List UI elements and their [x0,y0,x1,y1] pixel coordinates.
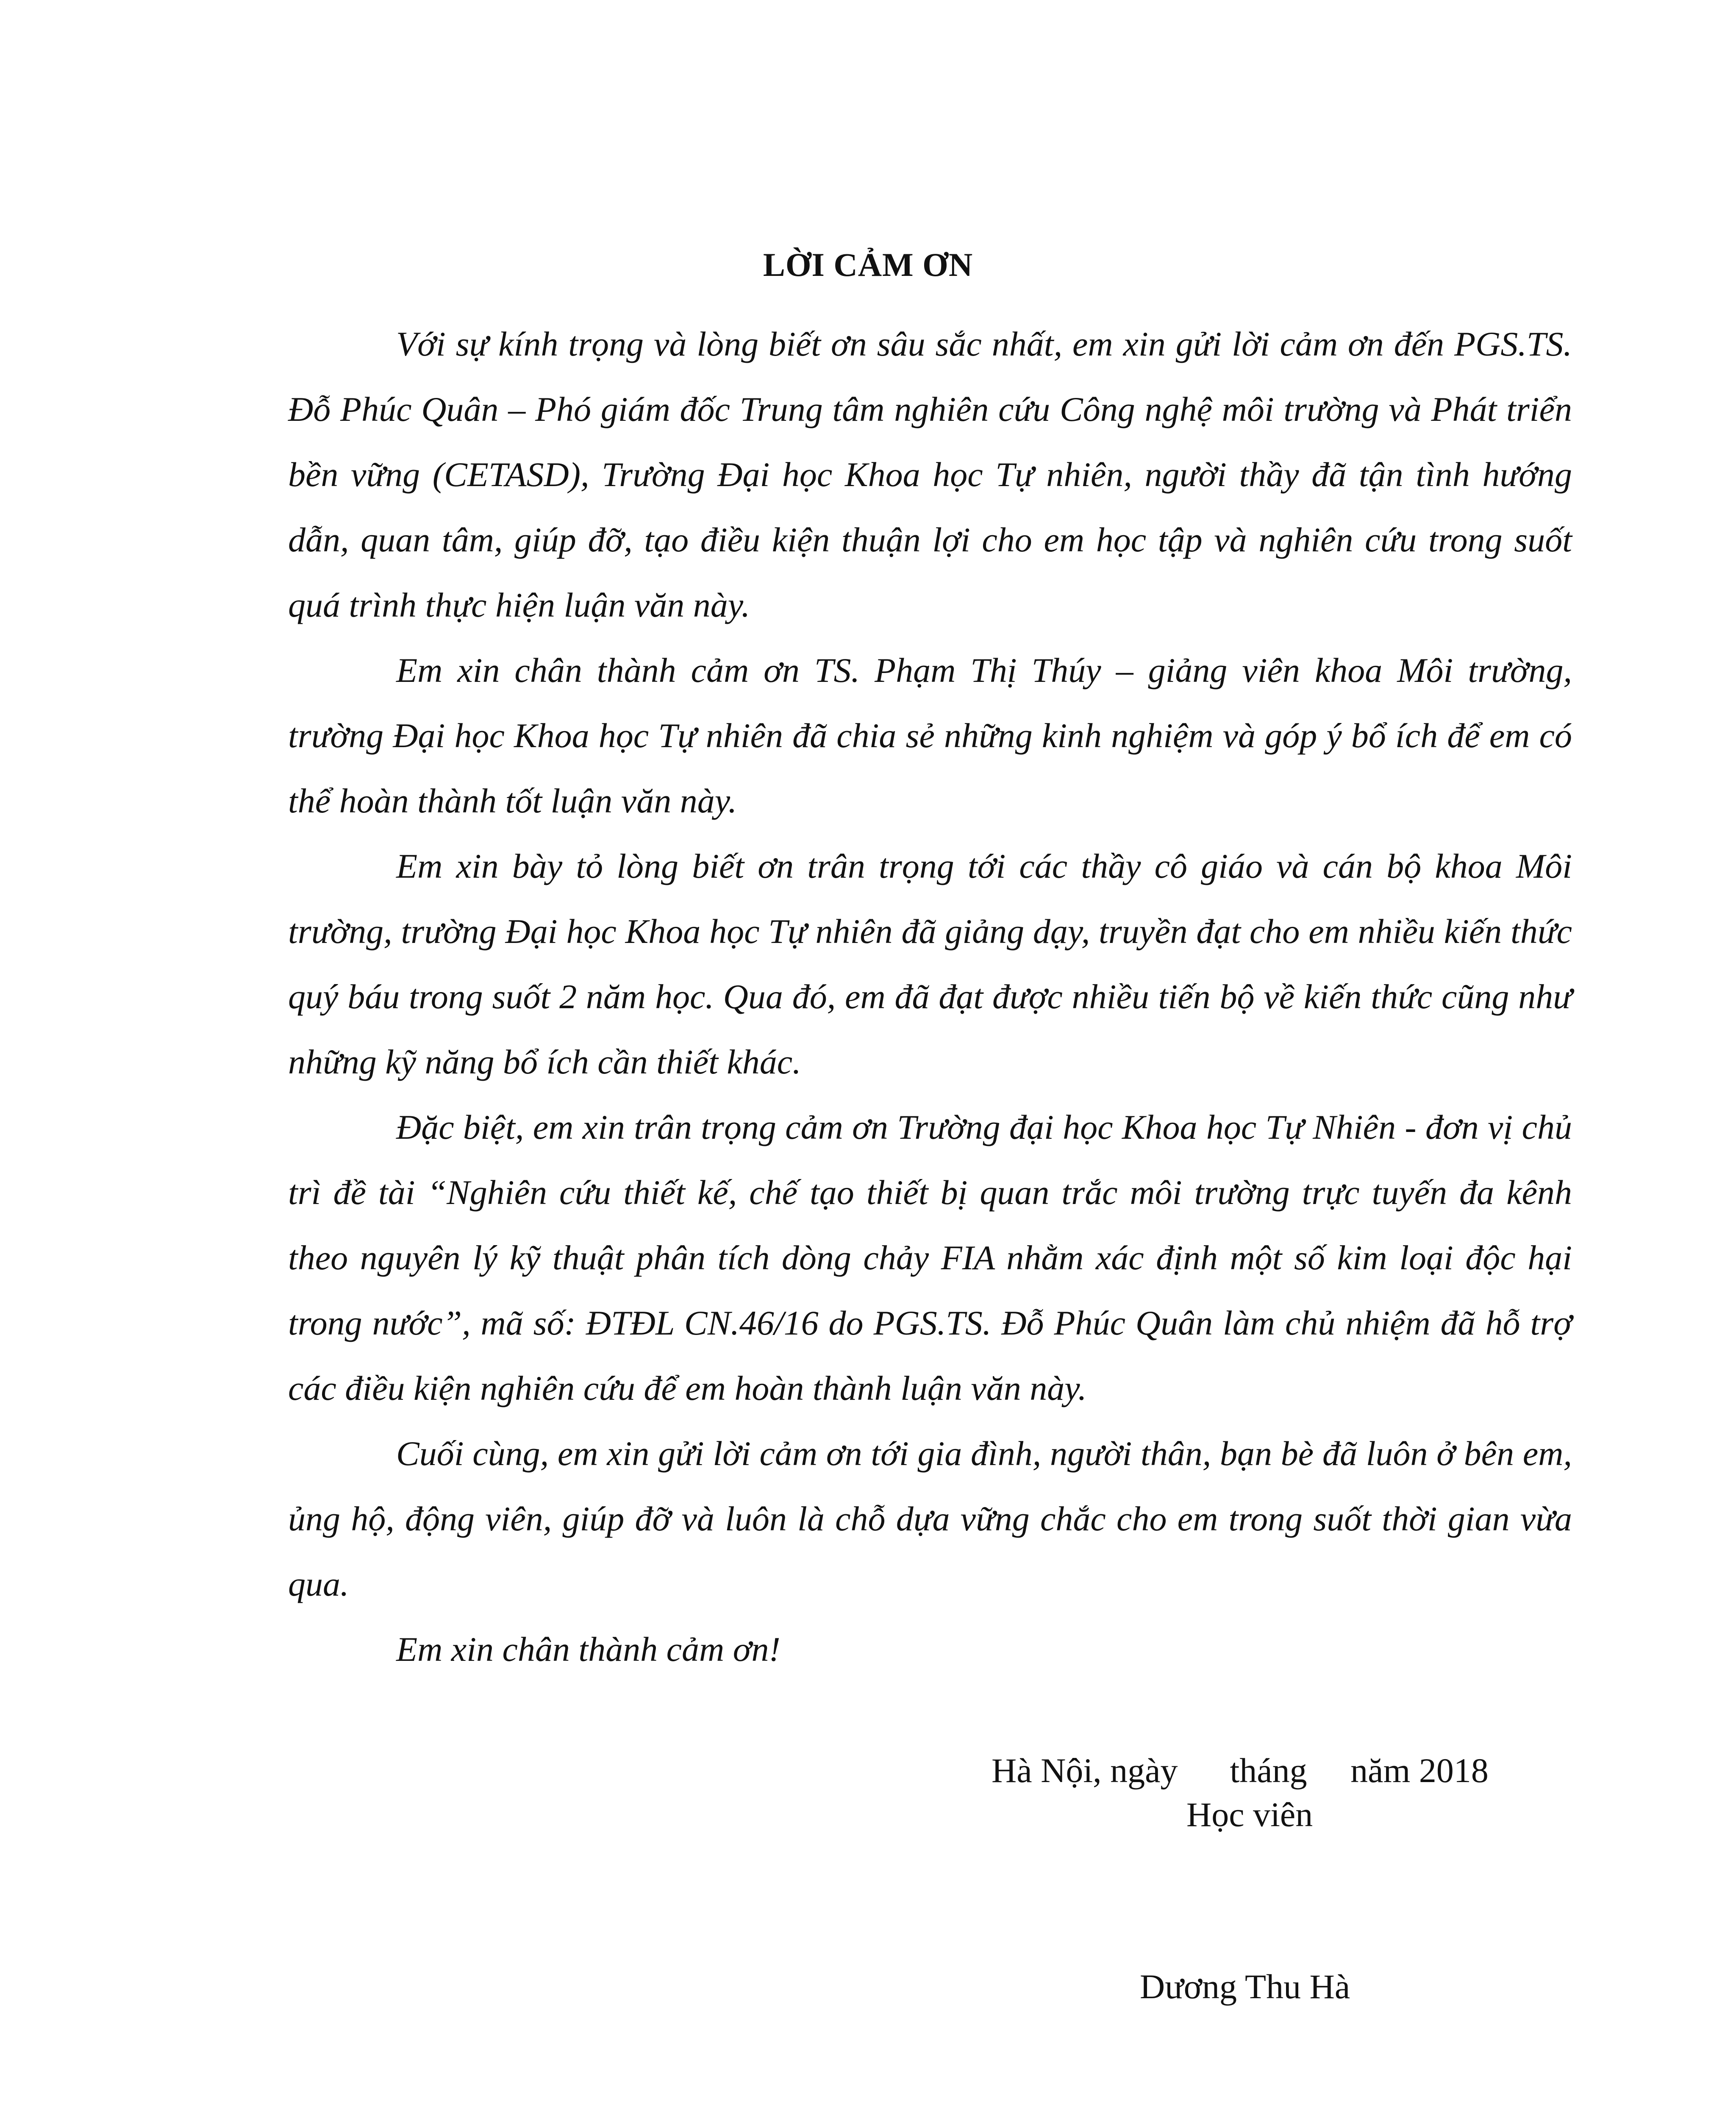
signature-date-line: Hà Nội, ngày tháng năm 2018 [992,1751,1489,1790]
paragraph-advisor: Với sự kính trọng và lòng biết ơn sâu sắc nhất, em xin gửi lời cảm ơn đến PGS.TS. Đỗ Phúc Quân – Phó giám đốc Trung tâm nghiên cứu Công nghệ môi trường và Phát triển bền vững (CETASD), Trường Đại học Khoa học Tự nhiên, người thầy đã tận tình hướng dẫn, quan tâm, giúp đỡ, tạo điều kiện thuận lợi cho em học tập và nghiên cứu trong suốt quá trình thực hiện luận văn này. [288,325,1572,624]
paragraph-university: Đặc biệt, em xin trân trọng cảm ơn Trường đại học Khoa học Tự Nhiên - đơn vị chủ trì đề tài “Nghiên cứu thiết kế, chế tạo thiết bị quan trắc môi trường trực tuyến đa kênh theo nguyên lý kỹ thuật phân tích dòng chảy FIA nhằm xác định một số kim loại độc hại trong nước”, mã số: ĐTĐL CN.46/16 do PGS.TS. Đỗ Phúc Quân làm chủ nhiệm đã hỗ trợ các điều kiện nghiên cứu để em hoàn thành luận văn này. [288,1108,1572,1407]
page-title: LỜI CẢM ƠN [763,246,973,283]
paragraph-faculty: Em xin bày tỏ lòng biết ơn trân trọng tới các thầy cô giáo và cán bộ khoa Môi trường, trường Đại học Khoa học Tự nhiên đã giảng dạy, truyền đạt cho em nhiều kiến thức quý báu trong suốt 2 năm học. Qua đó, em đã đạt được nhiều tiến bộ về kiến thức cũng như những kỹ năng bổ ích cần thiết khác. [288,847,1572,1081]
paragraph-closing: Em xin chân thành cảm ơn! [396,1630,781,1669]
acknowledgement-body [288,311,1572,1682]
paragraph-lecturer: Em xin chân thành cảm ơn TS. Phạm Thị Thúy – giảng viên khoa Môi trường, trường Đại học Khoa học Tự nhiên đã chia sẻ những kinh nghiệm và góp ý bổ ích để em có thể hoàn thành tốt luận văn này. [288,651,1572,820]
signature-role: Học viên [1186,1795,1313,1834]
signature-name: Dương Thu Hà [1140,1967,1350,2006]
paragraph-family: Cuối cùng, em xin gửi lời cảm ơn tới gia đình, người thân, bạn bè đã luôn ở bên em, ủng hộ, động viên, giúp đỡ và luôn là chỗ dựa vững chắc cho em trong suốt thời gian vừa qua. [288,1434,1572,1603]
